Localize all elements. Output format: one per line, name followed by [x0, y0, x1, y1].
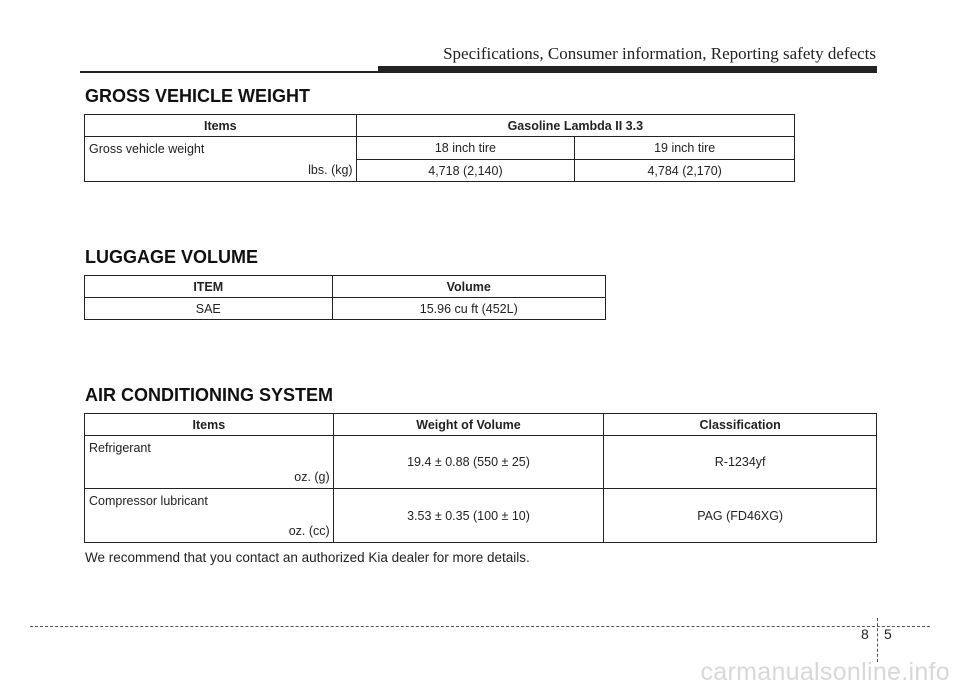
col-engine: Gasoline Lambda II 3.3	[356, 115, 794, 137]
sub-18-inch: 18 inch tire	[356, 137, 575, 160]
table-header-row	[85, 414, 877, 436]
table-header-row	[85, 276, 606, 298]
refrigerant-weight: 19.4 ± 0.88 (550 ± 25)	[333, 436, 604, 489]
table-row	[85, 436, 877, 489]
aircon-row-label-cell	[85, 489, 334, 543]
compressor-weight: 3.53 ± 0.35 (100 ± 10)	[333, 489, 604, 543]
table-header-row	[85, 115, 795, 137]
luggage-table	[84, 275, 606, 320]
compressor-unit: oz. (cc)	[288, 524, 330, 538]
refrigerant-label: Refrigerant	[89, 441, 151, 455]
watermark: carmanualsonline.info	[700, 658, 950, 686]
col-weight: Weight of Volume	[333, 414, 604, 436]
col-items: Items	[85, 414, 334, 436]
gvw-value-19: 4,784 (2,170)	[575, 160, 795, 182]
aircon-heading: AIR CONDITIONING SYSTEM	[85, 385, 334, 405]
chapter-number: 8	[861, 626, 869, 642]
gvw-row-label-cell	[85, 137, 357, 182]
col-volume: Volume	[332, 276, 606, 298]
compressor-class: PAG (FD46XG)	[604, 489, 877, 543]
refrigerant-unit: oz. (g)	[294, 470, 330, 484]
gvw-value-18: 4,718 (2,140)	[356, 160, 575, 182]
table-row	[85, 489, 877, 543]
col-classification: Classification	[604, 414, 877, 436]
col-item: ITEM	[85, 276, 333, 298]
luggage-value: 15.96 cu ft (452L)	[332, 298, 606, 320]
footer-rule	[30, 626, 930, 627]
dealer-note: We recommend that you contact an authorized Kia dealer for more details.	[85, 550, 530, 565]
luggage-label: SAE	[85, 298, 333, 320]
header-rule	[80, 71, 877, 73]
page-number: 5	[884, 626, 892, 642]
section-title: Specifications, Consumer information, Reporting safety defects	[443, 44, 876, 63]
gvw-heading: GROSS VEHICLE WEIGHT	[85, 86, 311, 106]
aircon-row-label-cell	[85, 436, 334, 489]
col-items: Items	[85, 115, 357, 137]
compressor-label: Compressor lubricant	[89, 494, 208, 508]
page-divider	[877, 618, 878, 662]
table-row	[85, 137, 795, 160]
sub-19-inch: 19 inch tire	[575, 137, 795, 160]
gvw-row-unit: lbs. (kg)	[308, 163, 353, 177]
refrigerant-class: R-1234yf	[604, 436, 877, 489]
gvw-row-label: Gross vehicle weight	[89, 142, 205, 156]
aircon-table	[84, 413, 877, 543]
table-row	[85, 298, 606, 320]
luggage-heading: LUGGAGE VOLUME	[85, 247, 259, 267]
gvw-table	[84, 114, 795, 182]
